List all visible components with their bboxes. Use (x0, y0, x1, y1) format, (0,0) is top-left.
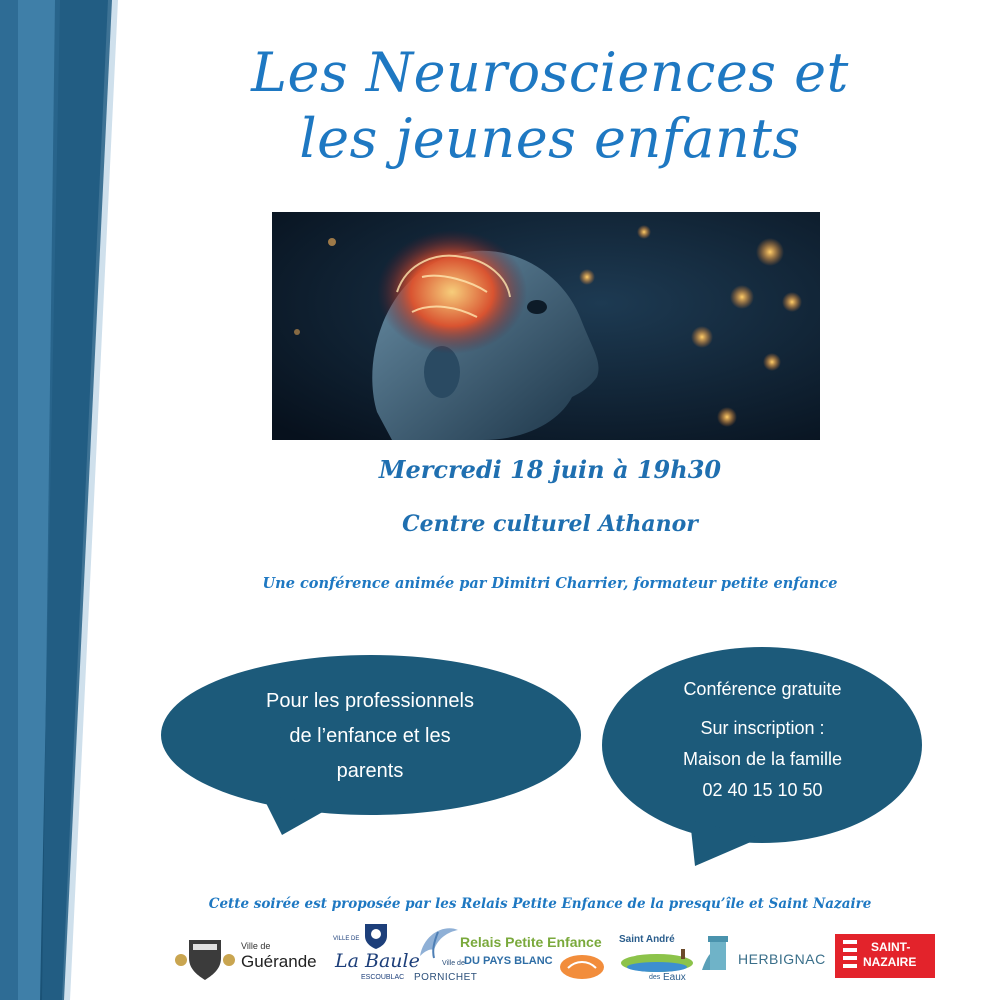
audience-line-2: de l’enfance et les (289, 725, 451, 747)
audience-line-1: Pour les professionnels (266, 690, 474, 712)
guerande-label: Guérande (241, 952, 317, 971)
audience-text (200, 684, 540, 789)
logo-saint-andre (619, 920, 699, 990)
crest-icon (361, 920, 391, 950)
logo-rpe-pays-blanc (460, 920, 620, 990)
pornichet-label: PORNICHET (414, 972, 478, 983)
windmill-icon (619, 945, 697, 975)
registration-label: Sur inscription : (700, 718, 825, 738)
guerande-small-label: Ville de (241, 941, 271, 951)
herbignac-label: HERBIGNAC (738, 951, 826, 967)
logo-herbignac (700, 920, 826, 990)
labaule-label: La Baule (335, 950, 420, 972)
coat-of-arms-icon (175, 932, 235, 982)
standre-small-label: des (649, 974, 661, 981)
rpe-line-1: Relais Petite Enfance (460, 934, 602, 950)
partner-logos (175, 920, 975, 990)
free-conference-label: Conférence gratuite (683, 679, 842, 699)
registration-text (610, 674, 915, 806)
registration-phone: 02 40 15 10 50 (702, 780, 823, 800)
title-line-2: les jeunes enfants (299, 107, 801, 170)
logo-labaule (333, 920, 420, 990)
logo-saint-nazaire (835, 920, 935, 990)
title-line-1: Les Neurosciences et (251, 41, 849, 104)
audience-line-3: parents (336, 760, 404, 782)
event-speaker: Une conférence animée par Dimitri Charrier, formateur petite enfance (262, 575, 838, 592)
standre-line-2: Eaux (663, 972, 686, 983)
rpe-line-2: DU PAYS BLANC (464, 955, 553, 967)
pornichet-small-label: Ville de (442, 960, 465, 967)
organizers-note: Cette soirée est proposée par les Relais Petite Enfance de la presqu’île et Saint Nazaire (208, 896, 872, 912)
dolphin-icon (414, 922, 464, 962)
saint-nazaire-line-2: NAZAIRE (863, 955, 917, 969)
labaule-small-label: VILLE DE (333, 936, 360, 942)
saint-nazaire-line-1: SAINT- (871, 940, 911, 954)
standre-line-1: Saint André (619, 934, 675, 945)
registration-place: Maison de la famille (682, 749, 843, 769)
logo-guerande (175, 920, 330, 990)
event-date: Mercredi 18 juin à 19h30 (378, 455, 722, 484)
labaule-sub-label: ESCOUBLAC (361, 974, 405, 981)
hands-icon (558, 952, 606, 982)
event-place: Centre culturel Athanor (402, 511, 698, 537)
tower-icon (700, 934, 736, 974)
